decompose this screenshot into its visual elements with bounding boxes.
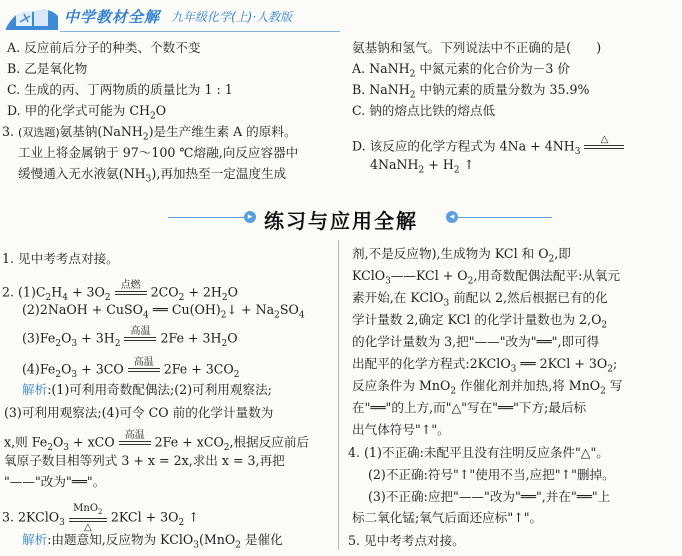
explanation-line-6: 解析:由题意知,反应物为 KClO$_3$(MnO$_2$ 是催化 <box>22 532 283 551</box>
right-line-2: KClO$_3$——KCl + $O_2$,用奇数配偶法配平:从氧元 <box>352 268 621 287</box>
header-rule <box>60 31 340 32</box>
right-line-4: 学计量数 2,确定 KCl 的化学计量数也为 $2,O_2$ <box>352 312 608 331</box>
answer-1: 1. 见中考考点对接。 <box>2 251 119 266</box>
right-line-9: 出气体符号"↑"。 <box>352 422 450 437</box>
section-title: 练习与应用全解 <box>264 209 418 233</box>
answer-4-4: 标二氧化锰;氧气后面还应标"↑"。 <box>352 510 543 525</box>
right-line-6: 出配平的化学方程式:2KClO$_3$ ══ $2KCl + 3O_2$; <box>352 356 618 375</box>
explanation-line-5: "——"改为"══"。 <box>4 474 106 489</box>
right-line-8: 在"══"的上方,而"△"写在"══"下方;最后标 <box>352 400 587 415</box>
explanation-line-2: (3)可利用观察法;(4)可令 CO 前的化学计量数为 <box>4 405 274 420</box>
right-line-1: 剂,不是反应物),生成物为 KCl 和 $O_2$,即 <box>352 246 571 265</box>
explanation-line-4: 氧原子数目相等列式 3 + x = 2x,求出 x = 3,再把 <box>4 453 285 468</box>
condition-catalyst-heat: MnO$_2$ △ <box>69 503 107 533</box>
answer-2-3: $(3)Fe_2O_3 + 3H_2$ 高温 $2Fe + 3H_2O$ <box>22 326 238 352</box>
answer-2-1: 2. $(1)C_2H_4 + 3O_2$ 点燃 $2CO_2 + 2H_2O$ <box>2 280 238 306</box>
explanation-line-1: 解析:(1)可利用奇数配偶法;(2)可利用观察法; <box>22 382 272 397</box>
title-ornament-right <box>458 217 552 218</box>
condition-high-temp-3: 高温 <box>119 430 151 456</box>
explanation-line-3: x,则 $Fe_2O_3$ + xCO 高温 2Fe + xCO$_2$,根据反应前后 <box>4 430 309 456</box>
condition-heat: △ <box>584 134 624 160</box>
condition-ignite: 点燃 <box>115 280 147 306</box>
condition-high-temp-2: 高温 <box>128 357 160 383</box>
question-3-line-1: 3. (双选题)氨基钠(NaNH$_2$)是生产维生素 A 的原料。 <box>2 124 297 143</box>
question-3-line-4: 氨基钠和氢气。下列说法中不正确的是( ) <box>352 40 602 55</box>
option-b: B. 乙是氧化物 <box>7 61 88 76</box>
question-3-line-2: 工业上将金属钠于 97～100 ℃熔融,向反应容器中 <box>18 145 299 160</box>
condition-high-temp: 高温 <box>124 326 156 352</box>
answer-3: 3. 2KClO$_3$ MnO$_2$ △ $2KCl + 3O_2$ ↑ <box>2 503 199 533</box>
answer-4-2: (2)不正确:符号"↑"使用不当,应把"↑"删掉。 <box>368 467 615 482</box>
answer-4-1: 4. (1)不正确:未配平且没有注明反应条件"△"。 <box>348 445 609 460</box>
option-a: A. 反应前后分子的种类、个数不变 <box>7 40 201 55</box>
answer-4-3: (3)不正确:应把"——"改为"══",并在"══"上 <box>368 489 611 504</box>
q3-option-d-line-2: 4NaNH$_2$ + $H_2$ ↑ <box>370 157 475 176</box>
option-c: C. 生成的丙、丁两物质的质量比为 1 : 1 <box>7 82 233 97</box>
ornament-dot-right-icon: ◂ <box>446 211 458 223</box>
right-line-5: 的化学计量数为 3,把"——"改为"══",即可得 <box>352 334 600 349</box>
question-3-line-3: 缓慢通入无水液氨$(NH_3)$,再加热至一定温度生成 <box>18 166 287 185</box>
right-line-7: 反应条件为 MnO$_2$ 作催化剂并加热,将 MnO$_2$ 写 <box>352 378 623 397</box>
right-line-3: 素开始,在 KClO$_3$ 前配以 2,然后根据已有的化 <box>352 290 608 309</box>
answer-5: 5. 见中考考点对接。 <box>348 533 465 548</box>
book-logo-icon <box>4 2 60 32</box>
answer-2-4: $(4)Fe_2O_3 + 3CO$ 高温 $2Fe + 3CO_2$ <box>22 357 239 383</box>
page-header <box>0 0 682 34</box>
q3-option-d: D. 该反应的化学方程式为 $4Na + 4NH_3$ △ <box>352 134 624 160</box>
answer-2-2: (2)2NaOH + CuSO$_4$ ══ $Cu(OH)_2↓ + Na_2SO_4$ <box>22 302 305 321</box>
q3-option-a: A. NaNH$_2$ 中氮元素的化合价为－3 价 <box>352 61 570 80</box>
q3-option-b: B. NaNH$_2$ 中钠元素的质量分数为 35.9% <box>352 82 590 101</box>
column-divider <box>338 240 339 550</box>
ornament-dot-left-icon: ▸ <box>244 211 256 223</box>
series-title: 中学教材全解 <box>64 8 161 26</box>
q3-option-c: C. 钠的熔点比铁的熔点低 <box>352 103 496 118</box>
book-subtitle: 九年级化学(上)·人教版 <box>171 10 293 24</box>
option-d: D. 甲的化学式可能为 $CH_2O$ <box>7 103 167 122</box>
